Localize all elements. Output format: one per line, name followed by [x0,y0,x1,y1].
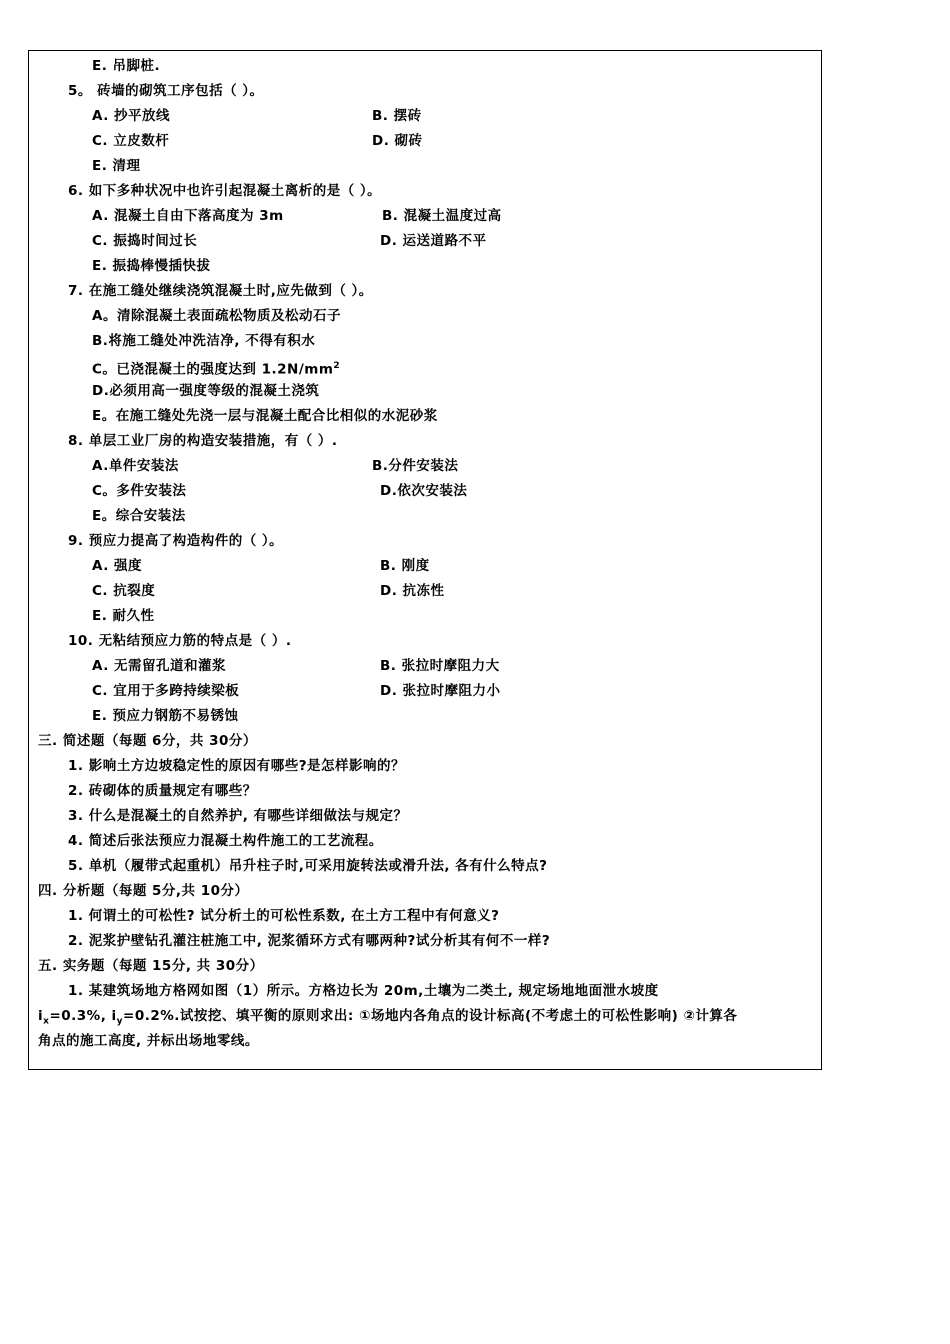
line-q9: 9. 预应力提高了构造构件的（ ）。 [68,533,284,549]
line-s4q1: 1. 何谓土的可松性? 试分析土的可松性系数, 在土方工程中有何意义? [68,908,500,924]
line-q10c: C. 宜用于多跨持续梁板 [92,683,240,699]
line-q7: 7. 在施工缝处继续浇筑混凝土时,应先做到（ ）。 [68,283,373,299]
subscript-x: x [43,1016,50,1027]
line-q6d: D. 运送道路不平 [380,233,487,249]
line-q5a: A. 抄平放线 [92,108,171,124]
line-q9d: D. 抗冻性 [380,583,445,599]
line-q8e: E。综合安装法 [92,508,186,524]
line-q5d: D. 砌砖 [372,133,423,149]
line-q8a: A.单件安装法 [92,458,179,474]
line-s5: 五. 实务题（每题 15分, 共 30分） [38,958,264,974]
line-s3q3: 3. 什么是混凝土的自然养护, 有哪些详细做法与规定？ [68,808,408,824]
line-q5b: B. 摆砖 [372,108,422,124]
line-q5e: E. 清理 [92,158,141,174]
line-s4q2: 2. 泥浆护壁钻孔灌注桩施工中, 泥浆循环方式有哪两种?试分析其有何不一样? [68,933,551,949]
line-q9c: C. 抗裂度 [92,583,156,599]
line-q6: 6. 如下多种状况中也许引起混凝土离析的是（ ）。 [68,183,382,199]
line-q10e: E. 预应力钢筋不易锈蚀 [92,708,239,724]
line-q10d: D. 张拉时摩阻力小 [380,683,501,699]
line-q6b: B. 混凝土温度过高 [382,208,502,224]
line-q10a: A. 无需留孔道和灌浆 [92,658,227,674]
line-s3q5: 5. 单机（履带式起重机）吊升柱子时,可采用旋转法或滑升法, 各有什么特点? [68,858,548,874]
line-s3q1: 1. 影响土方边坡稳定性的原因有哪些?是怎样影响的？ [68,758,406,774]
line-q7b: B.将施工缝处冲洗洁净, 不得有积水 [92,333,316,349]
line-q10b: B. 张拉时摩阻力大 [380,658,500,674]
line-l1: E. 吊脚桩. [92,58,161,74]
line-s5q1d: 角点的施工高度, 并标出场地零线。 [38,1033,259,1049]
line-s3: 三. 简述题（每题 6分，共 30分） [38,733,257,749]
slope-x-value: =0.3%, i [49,1008,117,1024]
line-s5q1: 1. 某建筑场地方格网如图（1）所示。方格边长为 20m,土壤为二类土, 规定场地地面泄水坡度 [68,983,659,999]
line-s4: 四. 分析题（每题 5分,共 10分） [38,883,249,899]
line-q5c: C. 立皮数杆 [92,133,170,149]
line-s3q4: 4. 简述后张法预应力混凝土构件施工的工艺流程。 [68,833,383,849]
line-q8d: D.依次安装法 [380,483,468,499]
slope-i: i [38,1008,44,1024]
line-s3q2: 2. 砖砌体的质量规定有哪些？ [68,783,257,799]
line-q8: 8. 单层工业厂房的构造安装措施，有（ ）. [68,433,338,449]
line-s5q1-slope [38,1007,737,1031]
line-q9b: B. 刚度 [380,558,430,574]
line-q6c: C. 振捣时间过长 [92,233,198,249]
subscript-y: y [116,1016,124,1027]
superscript-2: 2 [333,361,341,371]
line-q9e: E. 耐久性 [92,608,155,624]
line-q6a: A. 混凝土自由下落高度为 3m [92,208,284,224]
line-q9a: A. 强度 [92,558,143,574]
line-q7e: E。在施工缝处先浇一层与混凝土配合比相似的水泥砂浆 [92,408,438,424]
line-q6e: E. 振捣棒慢插快拔 [92,258,211,274]
line-q7a: A。清除混凝土表面疏松物质及松动石子 [92,308,341,324]
line-q5: 5。 砖墙的砌筑工序包括（ ）。 [68,83,264,99]
line-q8c: C。多件安装法 [92,483,187,499]
line-q8b: B.分件安装法 [372,458,459,474]
slope-y-value: =0.2%.试按挖、填平衡的原则求出: ①场地内各角点的设计标高(不考虑土的可松性影响) ②计算各 [123,1008,738,1024]
line-q7d: D.必须用高一强度等级的混凝土浇筑 [92,383,320,399]
line-q7c: C。已浇混凝土的强度达到 $1.2N/mm^2$ [92,361,341,378]
line-q10: 10. 无粘结预应力筋的特点是（ ）. [68,633,292,649]
